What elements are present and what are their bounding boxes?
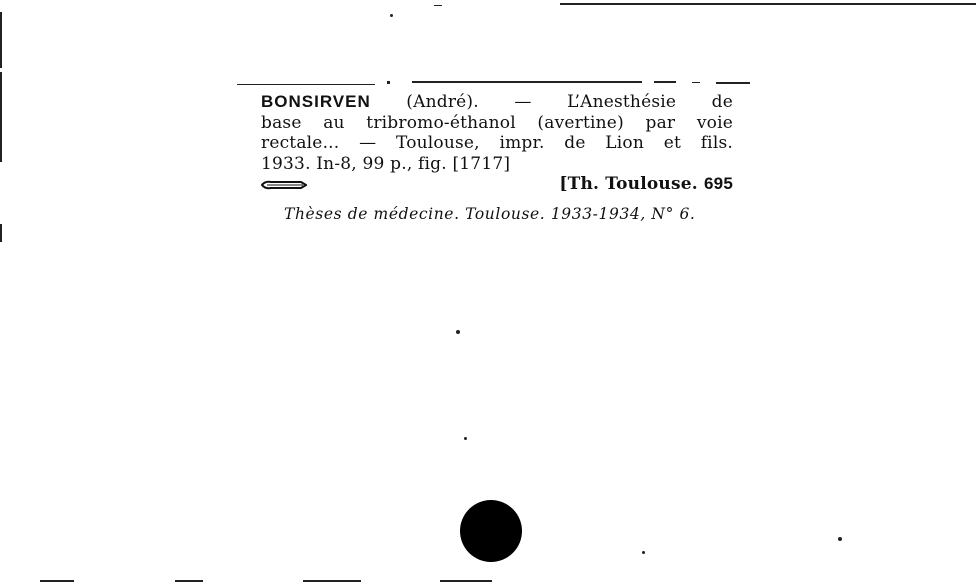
- speck: [838, 537, 842, 541]
- left-edge-line: [0, 72, 2, 162]
- shelf-row: [261, 174, 733, 196]
- bottom-edge-line: [303, 580, 361, 582]
- speck: [390, 14, 393, 17]
- shelf-mark: [559, 174, 733, 195]
- bibliographic-entry: [261, 92, 733, 196]
- bottom-edge-line: [40, 580, 74, 582]
- top-edge-line: [434, 5, 442, 6]
- header-rule: [412, 81, 642, 83]
- header-rule: [654, 81, 676, 83]
- left-edge-line: [0, 12, 2, 68]
- speck: [464, 437, 467, 440]
- shelf-mark-text: [Th. Toulouse.: [559, 174, 698, 194]
- speck: [642, 551, 645, 554]
- entry-line-2: base au tribromo-éthanol (avertine) par voie: [261, 112, 733, 133]
- imprint-line: 1933. In-8, 99 p., fig. [1717]: [261, 153, 511, 174]
- speck: [456, 330, 460, 334]
- header-rule: [387, 81, 390, 84]
- author-name: BONSIRVEN: [261, 92, 371, 111]
- header-rule: [716, 82, 750, 84]
- left-edge-line: [0, 224, 2, 242]
- pointer-mark-icon: [261, 180, 307, 190]
- header-rule: [237, 84, 375, 85]
- bottom-edge-line: [440, 580, 492, 582]
- author-first-name: (André).: [406, 92, 479, 112]
- header-rule: [692, 82, 700, 83]
- bottom-edge-line: [175, 580, 203, 582]
- series-note: Thèses de médecine. Toulouse. 1933-1934, N° 6.: [284, 205, 696, 223]
- punch-hole: [460, 500, 522, 562]
- title-start: — L’Anesthésie de: [514, 92, 734, 112]
- entry-line-1: [261, 92, 733, 113]
- top-edge-line: [560, 3, 976, 5]
- shelf-mark-number: 695: [704, 174, 733, 193]
- entry-line-3: rectale... — Toulouse, impr. de Lion et fils.: [261, 133, 733, 153]
